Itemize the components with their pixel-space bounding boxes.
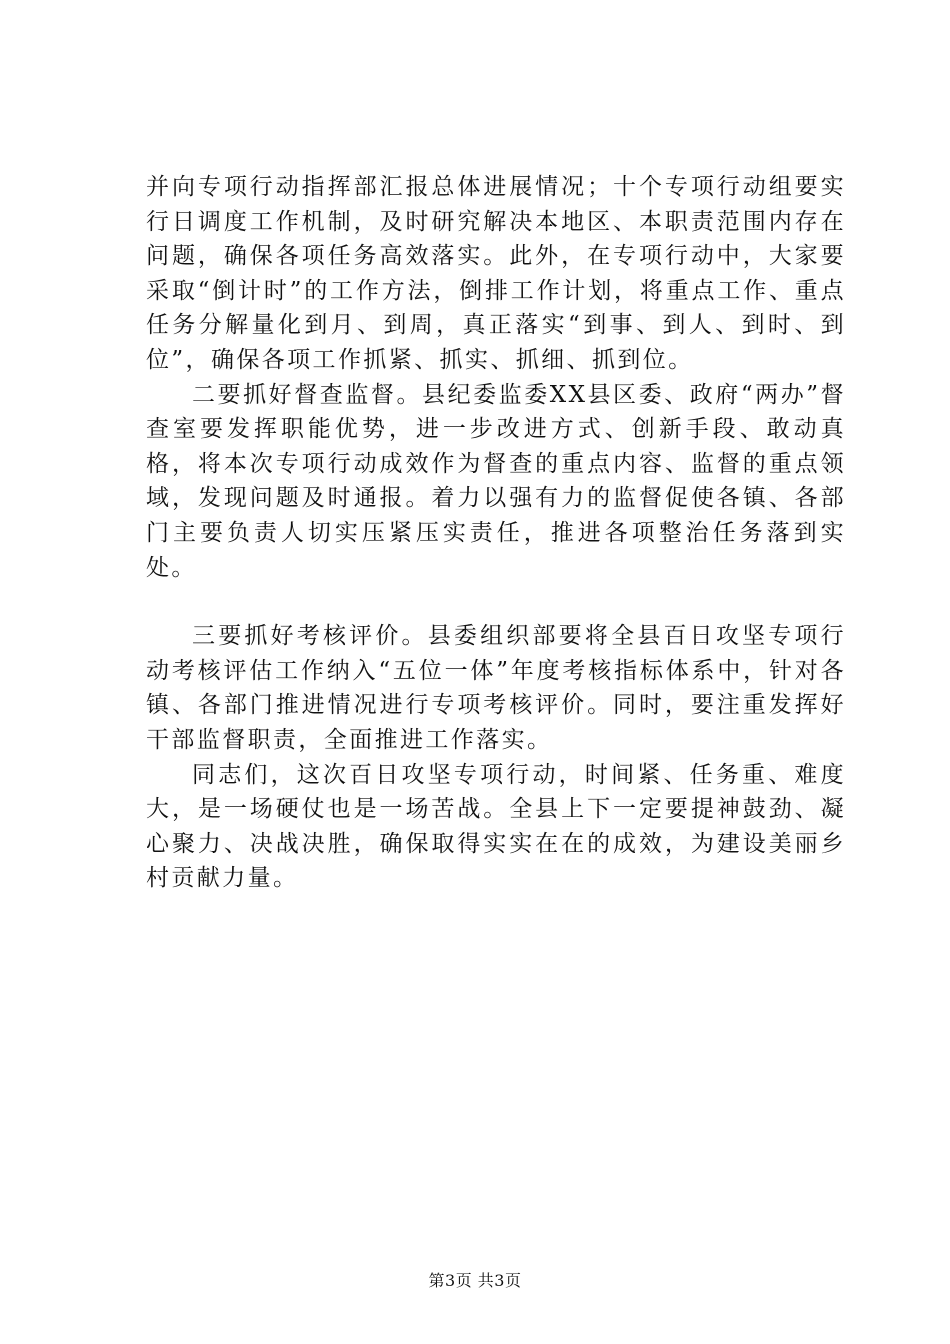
document-body bbox=[146, 170, 846, 896]
paragraph-spacer bbox=[146, 585, 846, 619]
paragraph-continuation: 并向专项行动指挥部汇报总体进展情况；十个专项行动组要实行日调度工作机制，及时研究解决本地区、本职责范围内存在问题，确保各项任务高效落实。此外，在专项行动中，大家要采取“倒计时”的工作方法，倒排工作计划，将重点工作、重点任务分解量化到月、到周，真正落实“到事、到人、到时、到位”，确保各项工作抓紧、抓实、抓细、抓到位。 bbox=[146, 174, 846, 373]
page-footer: 第3页 共3页 bbox=[428, 1271, 522, 1290]
paragraph-supervision: 二要抓好督查监督。县纪委监委XX县区委、政府“两办”督查室要发挥职能优势，进一步改进方式、创新手段、敢动真格，将本次专项行动成效作为督查的重点内容、监督的重点领域，发现问题及时通报。着力以强有力的监督促使各镇、各部门主要负责人切实压紧压实责任，推进各项整治任务落到实处。 bbox=[146, 381, 846, 581]
paragraph-closing: 同志们，这次百日攻坚专项行动，时间紧、任务重、难度大，是一场硬仗也是一场苦战。全县上下一定要提神鼓劲、凝心聚力、决战决胜，确保取得实实在在的成效，为建设美丽乡村贡献力量。 bbox=[146, 761, 846, 892]
paragraph-assessment: 三要抓好考核评价。县委组织部要将全县百日攻坚专项行动考核评估工作纳入“五位一体”年度考核指标体系中，针对各镇、各部门推进情况进行专项考核评价。同时，要注重发挥好干部监督职责，全面推进工作落实。 bbox=[146, 623, 846, 753]
